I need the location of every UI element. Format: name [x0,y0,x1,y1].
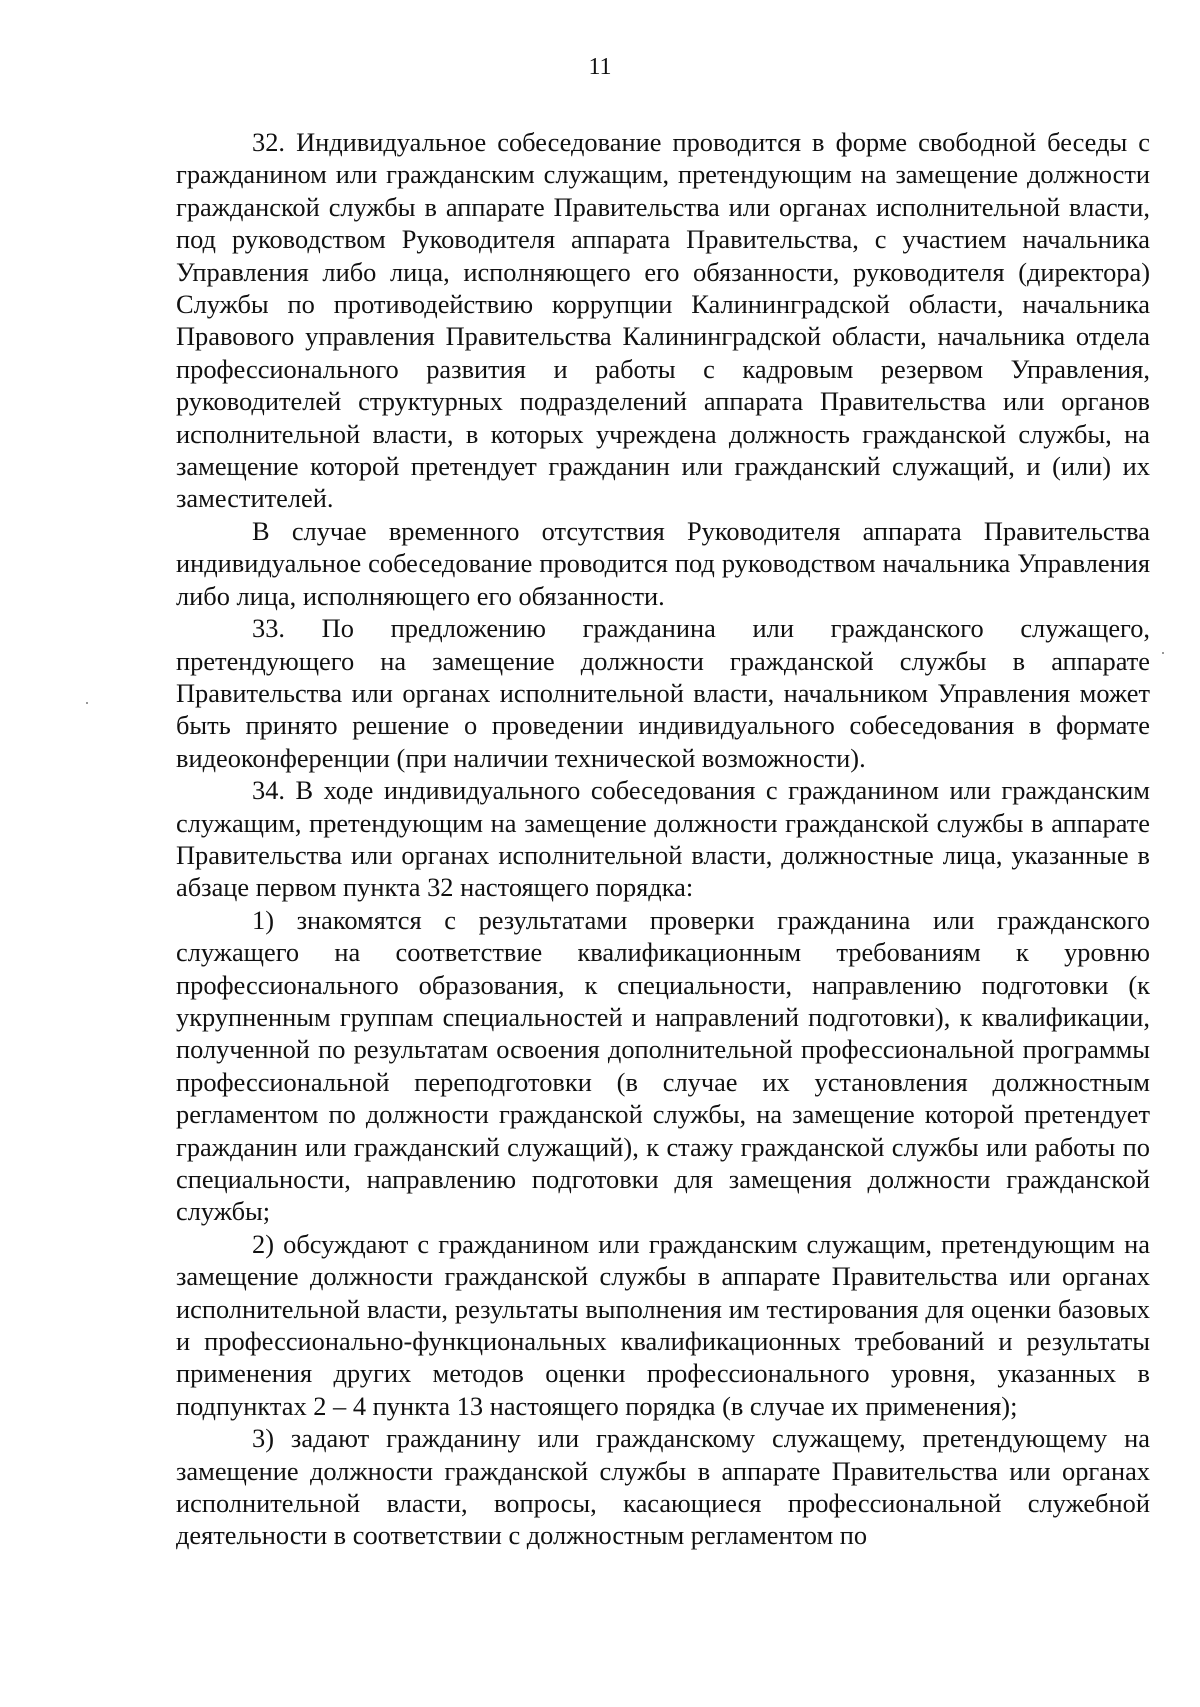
paragraph-33: 33. По предложению гражданина или гражданского служащего, претендующего на замещение должности гражданской службы в аппарате Правительства или органах исполнительной власти, начальником Управления может быть принято решение о проведении индивидуального собеседования в формате видеоконференции (при наличии технической возможности). [176,613,1150,773]
scan-speck [86,702,88,704]
paragraph-32-absence: В случае временного отсутствия Руководителя аппарата Правительства индивидуальное собеседование проводится под руководством начальника Управления либо лица, исполняющего его обязанности. [176,515,1150,611]
document-body [176,126,1150,1552]
paragraph-34-item-1: 1) знакомятся с результатами проверки гражданина или гражданского служащего на соответствие квалификационным требованиям к уровню профессионального образования, к специальности, направлению подготовки (к укрупненным группам специальностей и направлений подготовки), к квалификации, полученной по результатам освоения дополнительной профессиональной программы профессиональной переподготовки (в случае их установления должностным регламентом по должности гражданской службы, на замещение которой претендует гражданин или гражданский служащий), к стажу гражданской службы или работы по специальности, направлению подготовки для замещения должности гражданской службы; [176,904,1150,1227]
paragraph-32: 32. Индивидуальное собеседование проводится в форме свободной беседы с гражданином или гражданским служащим, претендующим на замещение должности гражданской службы в аппарате Правительства или органах исполнительной власти, под руководством Руководителя аппарата Правительства, с участием начальника Управления либо лица, исполняющего его обязанности, руководителя (директора) Службы по противодействию коррупции Калининградской области, начальника Правового управления Правительства Калининградской области, начальника отдела профессионального развития и работы с кадровым резервом Управления, руководителей структурных подразделений аппарата Правительства или органов исполнительной власти, в которых учреждена должность гражданской службы, на замещение которой претендует гражданин или гражданский служащий, и (или) их заместителей. [176,127,1150,514]
paragraph-34-item-2: 2) обсуждают с гражданином или гражданским служащим, претендующим на замещение должности гражданской службы в аппарате Правительства или органах исполнительной власти, результаты выполнения им тестирования для оценки базовых и профессионально-функциональных квалификационных требований и результаты применения других методов оценки профессионального уровня, указанных в подпунктах 2 – 4 пункта 13 настоящего порядка (в случае их применения); [176,1228,1150,1421]
paragraph-34-item-3: 3) задают гражданину или гражданскому служащему, претендующему на замещение должности гражданской службы в аппарате Правительства или органах исполнительной власти, вопросы, касающиеся профессиональной служебной деятельности в соответствии с должностным регламентом по [176,1423,1150,1551]
scan-speck [1162,652,1164,654]
paragraph-34: 34. В ходе индивидуального собеседования с гражданином или гражданским служащим, претендующим на замещение должности гражданской службы в аппарате Правительства или органах исполнительной власти, должностные лица, указанные в абзаце первом пункта 32 настоящего порядка: [176,775,1150,903]
page-number: 11 [588,54,612,80]
